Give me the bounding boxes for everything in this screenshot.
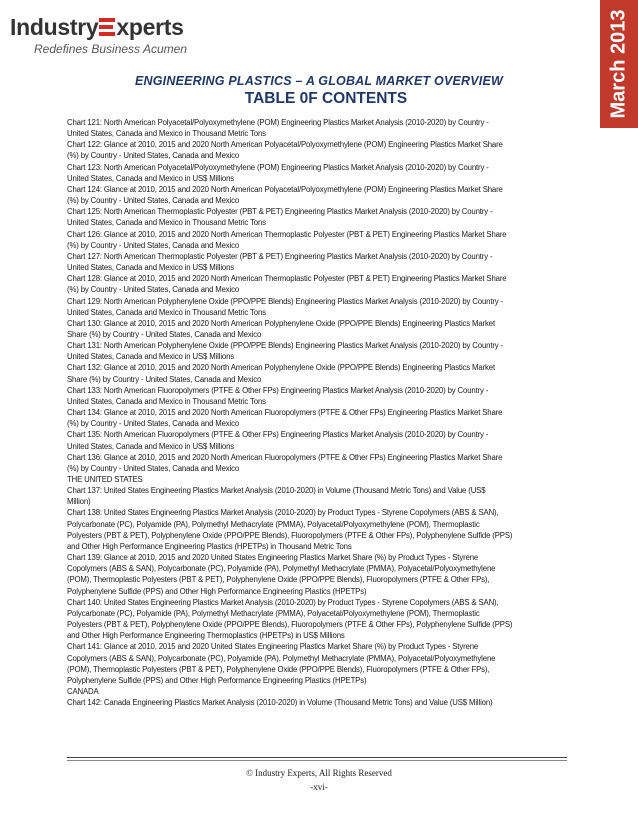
toc-line: United States, Canada and Mexico in US$ Millions [67,173,235,183]
toc-line: (POM), Thermoplastic Polyesters (PBT & PET), Polyphenylene Oxide (PPO/PPE Blends), Fluoropolymers (PTFE & Other FPs), [67,664,490,674]
toc-line: Chart 126: Glance at 2010, 2015 and 2020 North American Thermoplastic Polyester (PBT & PET) Engineering Plastics Market Share [67,229,507,239]
toc-line: Polyphenylene Sulfide (PPS) and Other High Performance Engineering Plastics (HPETPs) [67,586,367,596]
footer-divider-thin [67,760,567,761]
toc-line: Chart 129: North American Polyphenylene Oxide (PPO/PPE Blends) Engineering Plastics Market Analysis (2010-2020) by Country - [67,296,504,306]
page-number: -xvi- [310,782,328,792]
toc-line: Chart 141: Glance at 2010, 2015 and 2020 United States Engineering Plastics Market Share (%) by Product Types - Styrene [67,642,479,652]
toc-line: Chart 135: North American Fluoropolymers (PTFE & Other FPs) Engineering Plastics Market Analysis (2010-2020) by Country - [67,430,489,440]
toc-line: Chart 127: North American Thermoplastic Polyester (PBT & PET) Engineering Plastics Market Analysis (2010-2020) by Country - [67,251,493,261]
toc-line: THE UNITED STATES [67,475,143,484]
page-header [0,74,638,108]
toc-line: and Other High Performance Engineering Plastics (HPETPs) in Thousand Metric Tons [67,541,352,551]
toc-line: United States, Canada and Mexico in Thousand Metric Tons [67,218,266,228]
toc-line: Chart 133: North American Fluoropolymers (PTFE & Other FPs) Engineering Plastics Market Analysis (2010-2020) by Country - [67,385,489,395]
toc-line: (%) by Country - United States, Canada and Mexico [67,196,240,206]
toc-line: Chart 130: Glance at 2010, 2015 and 2020 North American Polyphenylene Oxide (PPO/PPE Blends) Engineering Plastics Market [67,318,495,328]
date-side-tab [600,0,638,128]
toc-line: Polyesters (PBT & PET), Polyphenylene Oxide (PPO/PPE Blends), Fluoropolymers (PTFE & Other FPs), Polyphenylene Sulfide (PPS) [67,530,513,540]
footer-divider [67,757,567,758]
toc-line: United States, Canada and Mexico in US$ Millions [67,352,235,362]
toc-line: Chart 140: United States Engineering Plastics Market Analysis (2010-2020) by Product Types - Styrene Copolymers (ABS & SAN), [67,597,499,607]
toc-line: Chart 128: Glance at 2010, 2015 and 2020 North American Thermoplastic Polyester (PBT & PET) Engineering Plastics Market Share [67,274,507,284]
brand-name-right: xperts [116,14,184,40]
toc-line: United States, Canada and Mexico in Thousand Metric Tons [67,129,266,139]
toc-line: Polycarbonate (PC), Polyamide (PA), Polymethyl Methacrylate (PMMA), Polyacetal/Polyoxymethylene (POM), Thermoplastic [67,519,480,529]
toc-line: Polyphenylene Sulfide (PPS) and Other High Performance Engineering Plastics (HPETPs) [67,675,367,685]
toc-line: (%) by Country - United States, Canada and Mexico [67,463,240,473]
toc-line: Chart 132: Glance at 2010, 2015 and 2020 North American Polyphenylene Oxide (PPO/PPE Blends) Engineering Plastics Market [67,363,495,373]
toc-line: Chart 122: Glance at 2010, 2015 and 2020 North American Polyacetal/Polyoxymethylene (POM) Engineering Plastics Market Share [67,140,503,150]
toc-line: Million) [67,497,91,507]
toc-line: Share (%) by Country - United States, Canada and Mexico [67,329,262,339]
toc-line: Share (%) by Country - United States, Canada and Mexico [67,374,262,384]
toc-line: CANADA [67,686,99,696]
toc-line: Chart 142: Canada Engineering Plastics Market Analysis (2010-2020) in Volume (Thousand Metric Tons) and Value (US$ Million) [67,698,493,708]
toc-line: United States, Canada and Mexico in US$ Millions [67,263,235,273]
toc-line: (%) by Country - United States, Canada and Mexico [67,419,240,429]
brand-tagline: Redefines Business Acumen [34,42,187,56]
brand-logo [10,14,187,56]
toc-line: and Other High Performance Engineering Thermoplastics (HPETPs) in US$ Millions [67,631,345,641]
toc-line: Chart 136: Glance at 2010, 2015 and 2020 North American Fluoropolymers (PTFE & Other FPs) Engineering Plastics Market Share [67,452,503,462]
toc-line: United States, Canada and Mexico in Thousand Metric Tons [67,396,266,406]
toc-line: Chart 131: North American Polyphenylene Oxide (PPO/PPE Blends) Engineering Plastics Market Analysis (2010-2020) by Country - [67,341,504,351]
toc-line: Chart 124: Glance at 2010, 2015 and 2020 North American Polyacetal/Polyoxymethylene (POM) Engineering Plastics Market Share [67,184,503,194]
toc-line: Chart 139: Glance at 2010, 2015 and 2020 United States Engineering Plastics Market Share (%) by Product Types - Styrene [67,553,479,563]
toc-line: Copolymers (ABS & SAN), Polycarbonate (PC), Polyamide (PA), Polymethyl Methacrylate (PMMA), Polyacetal/Polyoxymethylene [67,564,496,574]
brand-name-left: Industry [10,14,99,40]
section-title: TABLE 0F CONTENTS [244,90,408,107]
toc-line: Chart 134: Glance at 2010, 2015 and 2020 North American Fluoropolymers (PTFE & Other FPs) Engineering Plastics Market Share [67,408,503,418]
toc-line: Chart 123: North American Polyacetal/Polyoxymethylene (POM) Engineering Plastics Market Analysis (2010-2020) by Country - [67,162,489,172]
date-side-tab-label: March 2013 [607,9,630,119]
toc-line: Chart 125: North American Thermoplastic Polyester (PBT & PET) Engineering Plastics Market Analysis (2010-2020) by Country - [67,207,493,217]
toc-line: Chart 137: United States Engineering Plastics Market Analysis (2010-2020) in Volume (Thousand Metric Tons) and Value (US$ [67,486,486,496]
brand-name [10,14,187,40]
toc-line: Polyesters (PBT & PET), Polyphenylene Oxide (PPO/PPE Blends), Fluoropolymers (PTFE & Other FPs), Polyphenylene Sulfide (PPS) [67,620,513,630]
toc-line: Chart 121: North American Polyacetal/Polyoxymethylene (POM) Engineering Plastics Market Analysis (2010-2020) by Country - [67,118,489,127]
toc-line: (%) by Country - United States, Canada and Mexico [67,151,240,161]
toc-line: (POM), Thermoplastic Polyesters (PBT & PET), Polyphenylene Oxide (PPO/PPE Blends), Fluoropolymers (PTFE & Other FPs), [67,575,490,585]
toc-line: United States, Canada and Mexico in Thousand Metric Tons [67,307,266,317]
table-of-contents [67,117,567,708]
toc-line: United States, Canada and Mexico in US$ Millions [67,441,235,451]
toc-line: Polycarbonate (PC), Polyamide (PA), Polymethyl Methacrylate (PMMA), Polyacetal/Polyoxymethylene (POM), Thermoplastic [67,608,480,618]
report-title: ENGINEERING PLASTICS – A GLOBAL MARKET OVERVIEW [135,74,503,88]
toc-line: (%) by Country - United States, Canada and Mexico [67,285,240,295]
brand-e-icon [99,17,115,37]
toc-line: Chart 138: United States Engineering Plastics Market Analysis (2010-2020) by Product Types - Styrene Copolymers (ABS & SAN), [67,508,499,518]
toc-line: (%) by Country - United States, Canada and Mexico [67,240,240,250]
toc-line: Copolymers (ABS & SAN), Polycarbonate (PC), Polyamide (PA), Polymethyl Methacrylate (PMMA), Polyacetal/Polyoxymethylene [67,653,496,663]
copyright-notice: © Industry Experts, All Rights Reserved [246,768,392,778]
